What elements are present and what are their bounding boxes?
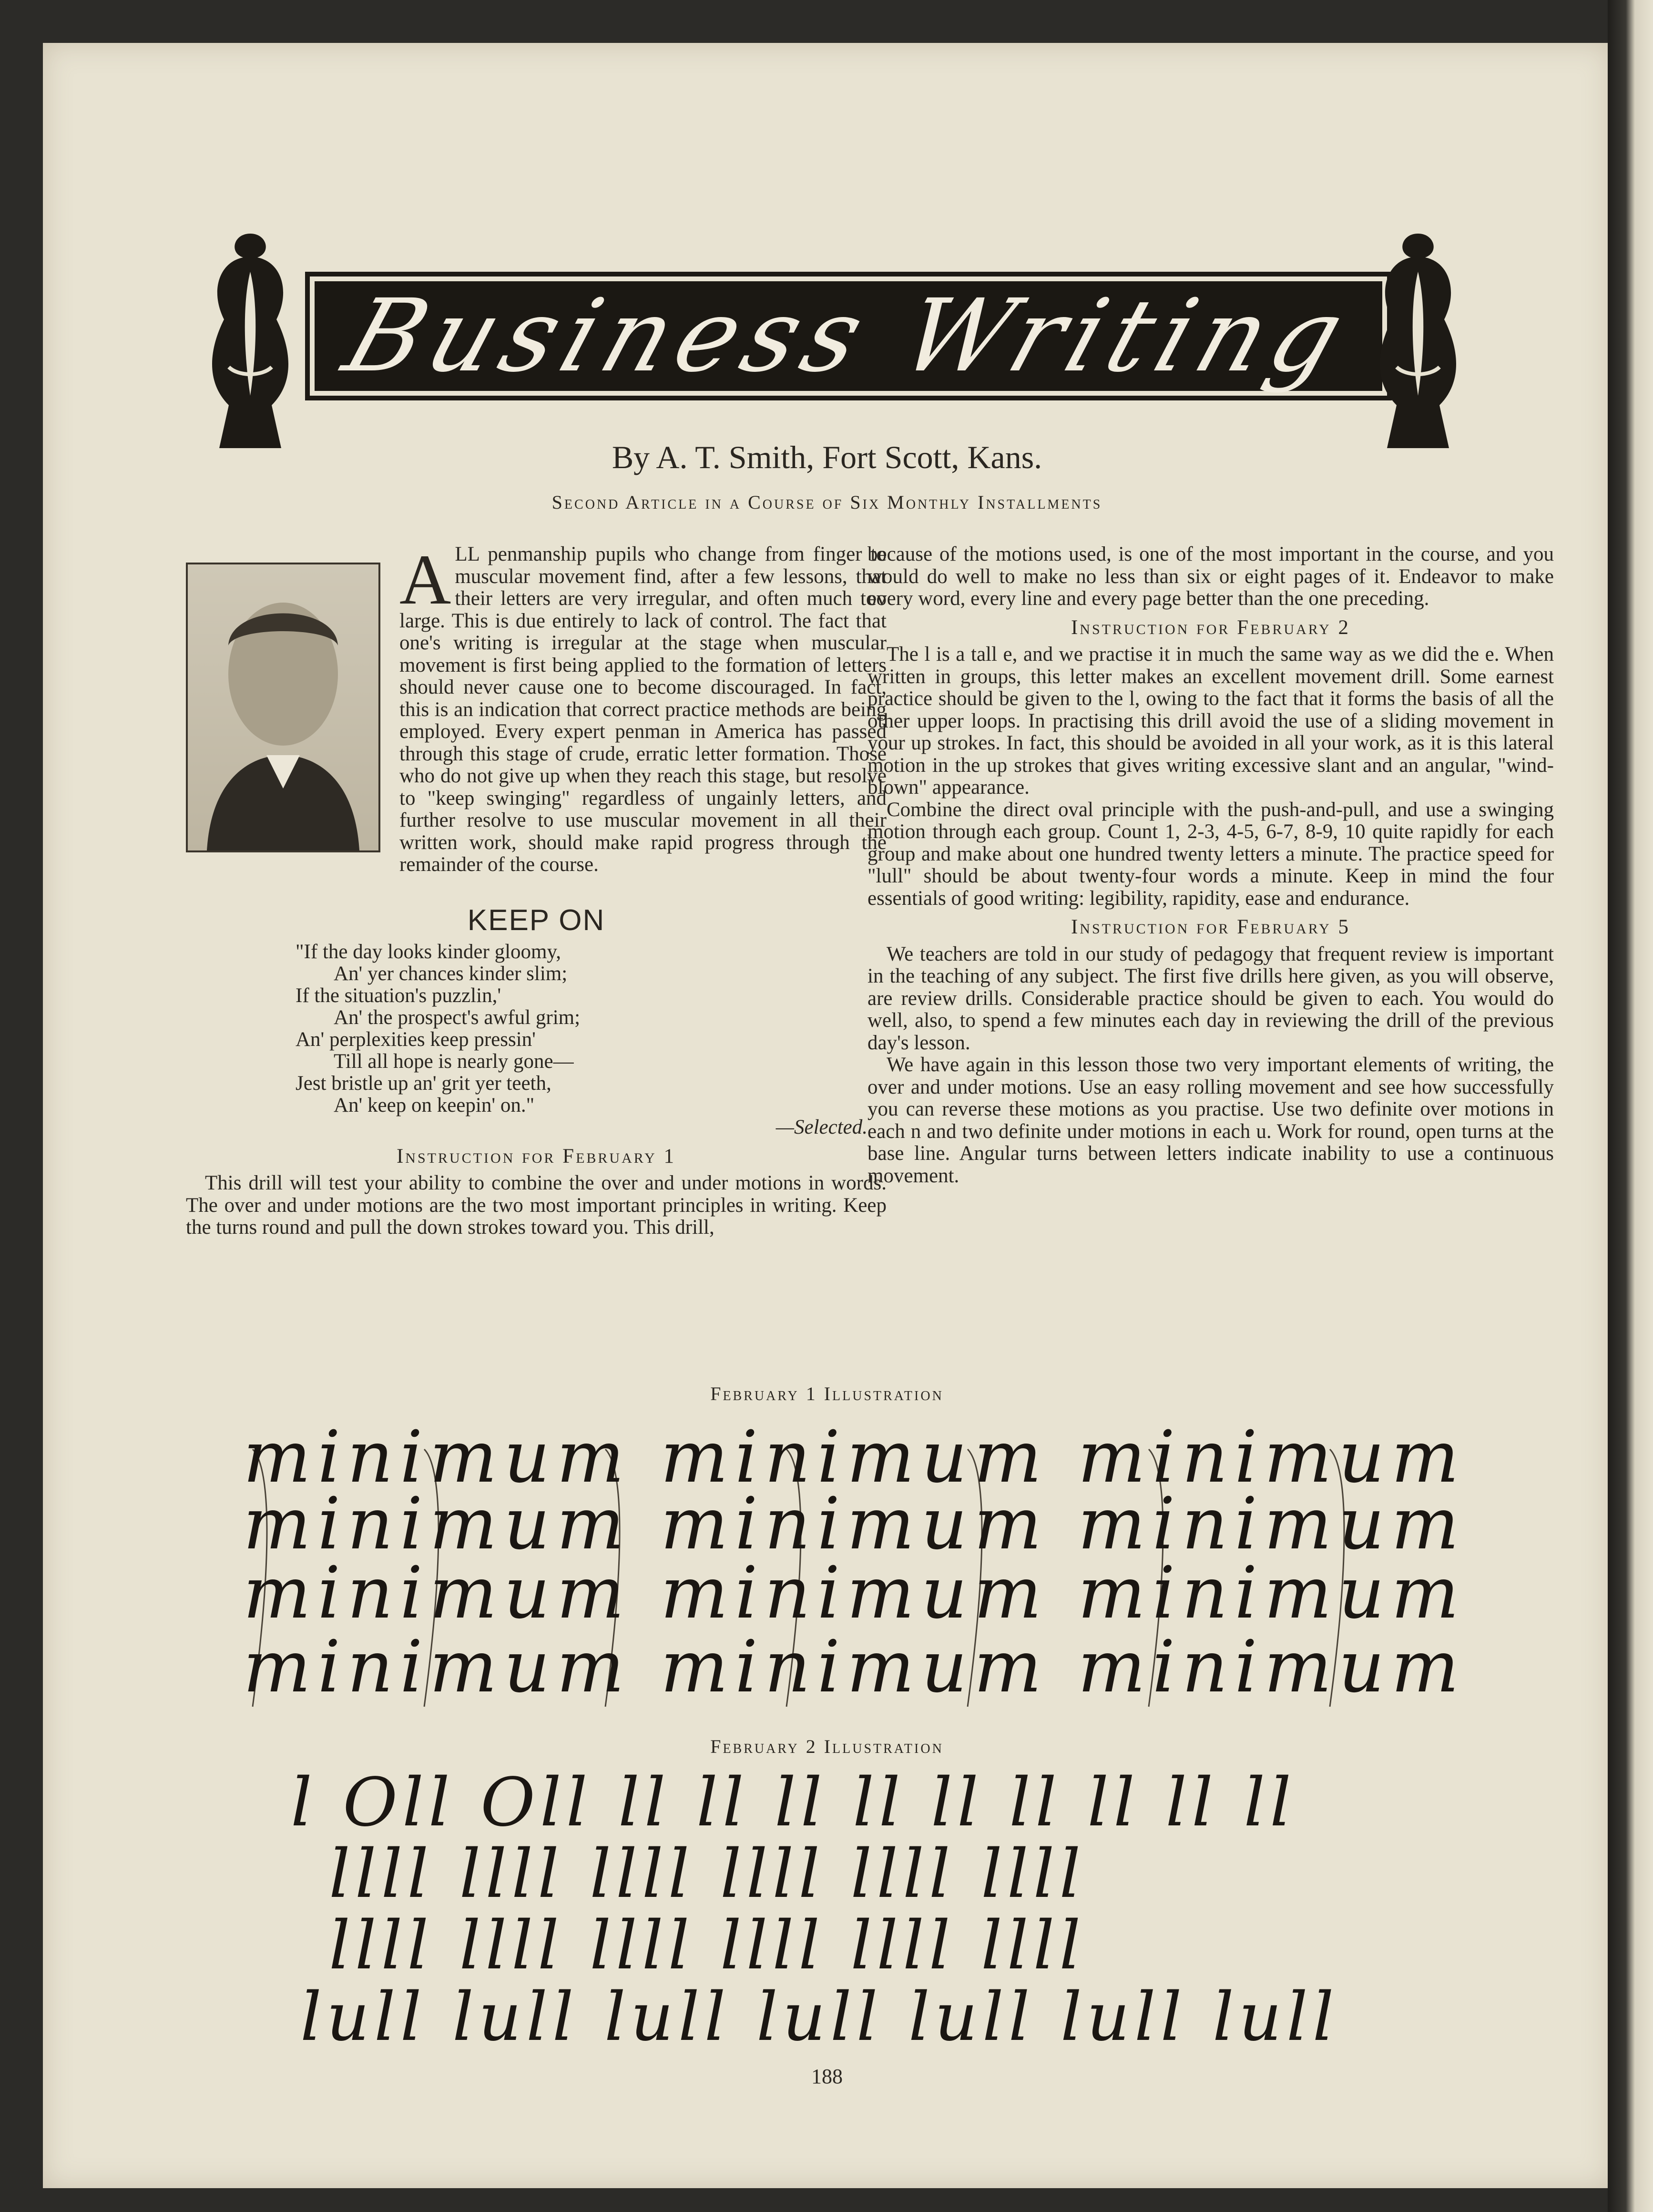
author-portrait <box>186 563 380 852</box>
feb5-paragraph-2: We have again in this lesson those two very important elements of writing, the over and under motions. Use an easy rolling movement and see how successfully you can reverse these motions as you practise. Use two definite over motions in each n and two definite under motions in each u. Work for round, open turns at the base line. Angular turns between letters indicate inability to use a continuous movement. <box>867 1054 1554 1187</box>
feb2-paragraph-2: Combine the direct oval principle with the push-and-pull, and use a swinging motion through each group. Count 1, 2-3, 4-5, 6-7, 8-9, 10 quite rapidly for each group and make about one hundred twenty letters a minute. The practice speed for "lull" should be about twenty-four words a minute. Keep in mind the four essentials of good writing: legibility, rapidity, ease and endurance. <box>867 798 1554 910</box>
book-spine <box>1608 0 1653 2212</box>
banner-title: Business Writing <box>331 277 1366 394</box>
poem-line: "If the day looks kinder gloomy, <box>296 941 561 963</box>
left-column <box>186 540 887 1239</box>
magazine-page <box>43 43 1611 2188</box>
right-column <box>867 543 1554 1187</box>
illustration-2-row: llll llll llll llll llll llll <box>329 1835 1086 1913</box>
poem-line: An' the prospect's awful grim; <box>334 1006 581 1029</box>
poem-line: An' perplexities keep pressin' <box>296 1028 536 1051</box>
byline: By A. T. Smith, Fort Scott, Kans. <box>612 439 1042 475</box>
poem-line: An' yer chances kinder slim; <box>334 963 568 985</box>
feb2-heading: Instruction for February 2 <box>1071 616 1351 639</box>
poem-credit: —Selected. <box>775 1116 867 1138</box>
drop-cap: A <box>399 540 451 619</box>
feb1-paragraph: This drill will test your ability to combine the over and under motions in words. The over and under motions are the two most important principles in writing. Keep the turns round and pull the down strokes toward you. This drill, <box>186 1172 887 1239</box>
feb1-heading: Instruction for February 1 <box>396 1145 676 1167</box>
subline: Second Article in a Course of Six Monthly Installments <box>551 492 1102 513</box>
poem-title: KEEP ON <box>467 903 605 937</box>
poem-line: An' keep on keepin' on." <box>334 1094 535 1116</box>
banner <box>191 210 1478 448</box>
illustration-2-row: lull lull lull lull lull lull lull <box>300 1978 1339 2056</box>
poem-line: Till all hope is nearly gone— <box>334 1050 574 1073</box>
illustration-2-row: llll llll llll llll llll llll <box>329 1907 1086 1985</box>
poem-line: Jest bristle up an' grit yer teeth, <box>296 1072 551 1095</box>
poem <box>186 941 887 1116</box>
feb5-paragraph-1: We teachers are told in our study of pedagogy that frequent review is important in the teaching of any subject. The first five drills here given, as you will observe, are review drills. Considerable practice should be given to each. You would do well, also, to spend a few minutes each day in reviewing the drill of the previous day's lesson. <box>867 942 1554 1054</box>
illustration-1-row: minimum minimum minimum <box>243 1416 1466 1499</box>
illustration-2-heading: February 2 Illustration <box>710 1736 944 1757</box>
illustration-1-row: minimum minimum minimum <box>243 1626 1466 1709</box>
illustration-1-row: minimum minimum minimum <box>243 1552 1466 1635</box>
illustration-1-row: minimum minimum minimum <box>243 1483 1466 1566</box>
banner-frame <box>305 272 1392 400</box>
continued-paragraph: because of the motions used, is one of the most important in the course, and you would do well to make no less than six or eight pages of it. Endeavor to make every word, every line and every page better than the one preceding. <box>867 543 1554 610</box>
banner-bar <box>315 277 1382 394</box>
page-number: 188 <box>811 2065 843 2088</box>
art-nouveau-ornament-right <box>1358 224 1478 453</box>
art-nouveau-ornament-left <box>191 224 310 453</box>
feb2-paragraph-1: The l is a tall e, and we practise it in much the same way as we did the e. When written in groups, this letter makes an excellent movement drill. Some earnest practice should be given to the l, owing to the fact that it forms the basis of all the other upper loops. In practising this drill avoid the use of a sliding movement in your up strokes. In fact, this should be avoided in all your work, as it is this lateral motion in the up strokes that gives writing excessive slant and an angular, "wind-blown" appearance. <box>867 643 1554 799</box>
intro-paragraph: LL penmanship pupils who change from finger to muscular movement find, after a few lessons, that their letters are very irregular, and often much too large. This is due entirely to lack of control. The fact that one's writing is irregular at the stage when muscular movement is first being applied to the formation of letters should never cause one to become discouraged. In fact, this is an indication that correct practice methods are being employed. Every expert penman in America has passed through this stage of crude, erratic letter formation. Those who do not give up when they reach this stage, but resolve to "keep swinging" regardless of ungainly letters, and further resolve to use muscular movement in all their written work, should make rapid progress through the remainder of the course. <box>399 543 887 876</box>
illustration-2-row: l Oll Oll ll ll ll ll ll ll ll ll ll <box>291 1764 1296 1842</box>
feb5-heading: Instruction for February 5 <box>1071 916 1351 938</box>
illustration-1-heading: February 1 Illustration <box>710 1383 944 1404</box>
poem-line: If the situation's puzzlin,' <box>296 984 501 1007</box>
